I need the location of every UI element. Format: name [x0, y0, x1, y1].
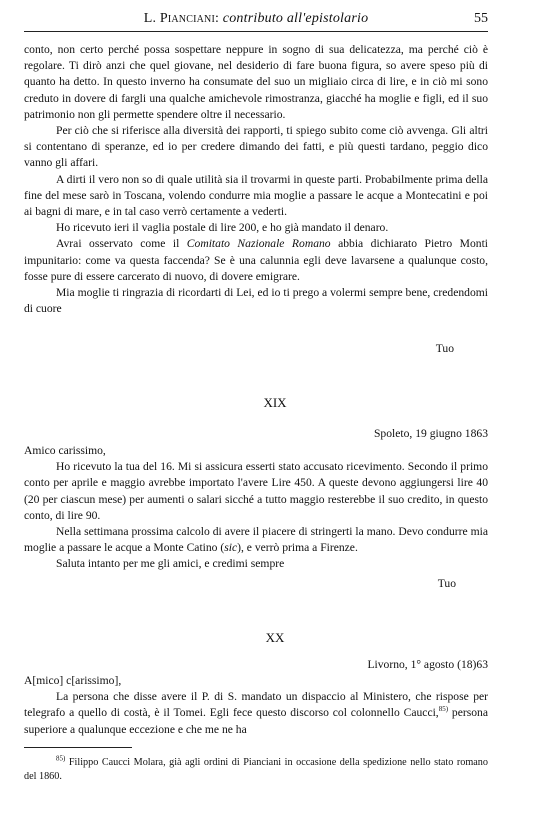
page-number: 55	[474, 11, 488, 26]
header-work-title: contributo all'epistolario	[222, 11, 369, 26]
footnote-ref: 85)	[438, 705, 449, 714]
italic-text: sic	[224, 541, 238, 555]
footnote-text: Filippo Caucci Molara, già agli ordini di Pianciani in occasione della spedizione nello stato romano del 1860.	[24, 757, 488, 782]
letter-number: XIX	[263, 395, 287, 410]
letter-body	[24, 443, 488, 573]
letter-number: XX	[265, 630, 285, 645]
header-author: L. Pianciani	[143, 11, 215, 26]
italic-text: Comitato Nazionale Romano	[186, 237, 331, 251]
place-date: Livorno, 1° agosto (18)63	[367, 658, 488, 671]
salutation: A[mico] c[arissimo],	[24, 674, 122, 687]
paragraph: Per ciò che si riferisce alla diversità dei rapporti, ti spiego subito come ciò avvenga. Gli altri si contentano di speranze, ed io per credere dimando dei fatti, e più questi tardano, peggio dico vanno gli affari.	[24, 124, 488, 170]
paragraph: Mia moglie ti ringrazia di ricordarti di Lei, ed io ti prego a volermi sempre bene, credendomi di cuore	[24, 286, 488, 316]
place-date: Spoleto, 19 giugno 1863	[373, 427, 488, 440]
paragraph: Ho ricevuto ieri il vaglia postale di lire 200, e ho già mandato il denaro.	[56, 221, 389, 235]
paragraph: Saluta intanto per me gli amici, e credimi sempre	[56, 557, 285, 571]
paragraph: La persona che disse avere il P. di S. mandato un dispaccio al Ministero, che rispose per telegrafo a quello di costà, è il Tomei. Egli fece questo discorso col colonnello Caucci,$^{85)}$ persona superiore a qualunque eccezione e che me ne ha	[24, 690, 488, 736]
running-header	[24, 9, 488, 31]
paragraph: Avrai osservato come il Comitato Nazionale Romano abbia dichiarato Pietro Monti impunitario: come va questa faccenda? Se è una calunnia egli deve lavarsene a qualunque costo, fosse pure di essere carcerato di nuovo, di dovere emigrare.	[24, 237, 489, 283]
footnote-marker: 85)	[56, 754, 66, 763]
footnote	[24, 756, 488, 784]
salutation: Amico carissimo,	[24, 444, 106, 457]
letter-body	[24, 673, 488, 738]
header-rule	[24, 31, 488, 32]
paragraph: Ho ricevuto la tua del 16. Mi si assicura esserti stato accusato ricevimento. Secondo il primo conto per aprile e maggio avrebbe importato l'avere Lire 450. A queste devono aggiungersi lire 40 (20 per ciascun mese) per aumenti o salari sicché a tutto maggio resterebbe il suo credito, in questo conto, di lire 90.	[24, 460, 488, 522]
paragraph: A dirti il vero non so di quale utilità sia il trovarmi in queste parti. Probabilmente prima della fine del mese sarò in Toscana, volendo condurre mia moglie a passare le acque a Montecatini e poi ai bagni di mare, e in tal caso verrò certamente a vederti.	[24, 172, 488, 219]
paragraph: conto, non certo perché possa sospettare neppure in sogno di sua delicatezza, ma perché ciò è regolare. Ti dirò anzi che quel giovane, nel desiderio di fare buona figura, so avere speso più di quanto ha detto. In questo inverno ha consumate del suo un migliaio circa di lire, e in ciò mi sono creduto in dovere di fargli una qualche amichevole rimostranza, giacché ha moglie e figli, ed il suo patrimonio non gli permette spendere oltre il necessario.	[24, 43, 488, 121]
footnote-rule	[24, 747, 132, 748]
paragraph: Nella settimana prossima calcolo di avere il piacere di stringerti la mano. Devo condurre mia moglie a passare le acque a Monte Catino (sic), e verrò prima a Firenze.	[24, 525, 488, 555]
header-title: L. Pianciani: contributo all'epistolario	[143, 11, 369, 26]
letter-continuation	[24, 42, 488, 317]
signature: Tuo	[435, 342, 454, 355]
signature: Tuo	[437, 577, 456, 590]
